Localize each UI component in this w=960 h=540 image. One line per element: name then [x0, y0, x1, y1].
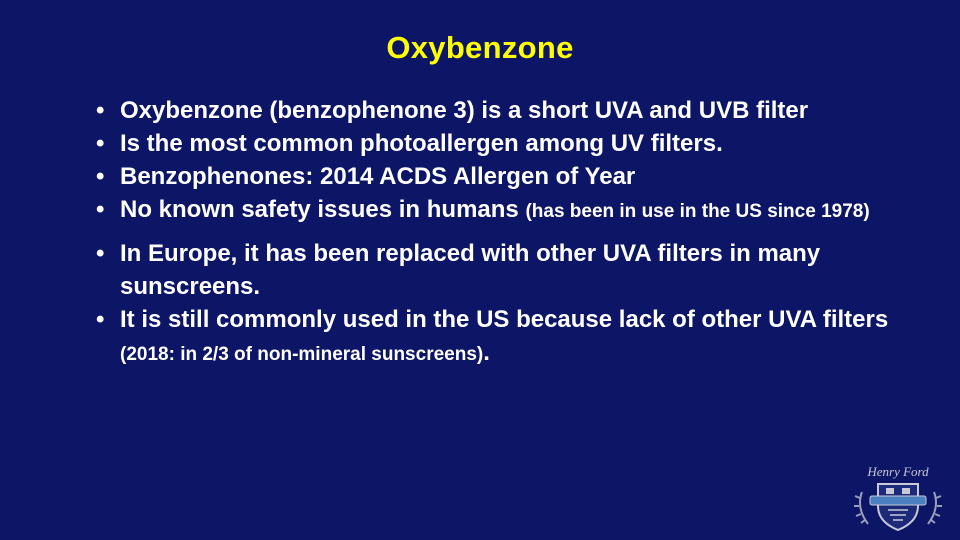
- bullet-text: No known safety issues in humans: [120, 196, 519, 223]
- bullet-item: [96, 127, 916, 160]
- bullet-dot-icon: •: [96, 196, 105, 223]
- bullet-list: [96, 94, 916, 371]
- bullet-dot-icon: •: [96, 163, 105, 190]
- crest-logo-icon: [848, 462, 948, 534]
- bullet-text: Benzophenones: 2014 ACDS Allergen of Year: [120, 163, 636, 190]
- bullet-text: It is still commonly used in the US because lack of other UVA filters: [120, 306, 889, 333]
- bullet-item: [96, 237, 916, 303]
- bullet-item: [96, 303, 916, 371]
- slide-title: Oxybenzone: [386, 30, 574, 65]
- bullet-text: Oxybenzone (benzophenone 3) is a short UVA and UVB filter: [120, 97, 809, 124]
- bullet-dot-icon: •: [96, 306, 105, 333]
- bullet-text: In Europe, it has been replaced with other UVA filters in many sunscreens.: [120, 240, 821, 300]
- bullet-dot-icon: •: [96, 240, 105, 267]
- logo-script-text: Henry Ford: [867, 464, 929, 479]
- bullet-tail: .: [483, 339, 490, 366]
- bullet-item: [96, 193, 916, 227]
- bullet-text: Is the most common photoallergen among UV filters.: [120, 130, 723, 157]
- bullet-item: [96, 160, 916, 193]
- bullet-subtext: (has been in use in the US since 1978): [525, 201, 870, 222]
- bullet-dot-icon: •: [96, 130, 105, 157]
- bullet-subtext: (2018: in 2/3 of non-mineral sunscreens): [120, 344, 484, 365]
- bullet-item: [96, 94, 916, 127]
- bullet-dot-icon: •: [96, 97, 105, 124]
